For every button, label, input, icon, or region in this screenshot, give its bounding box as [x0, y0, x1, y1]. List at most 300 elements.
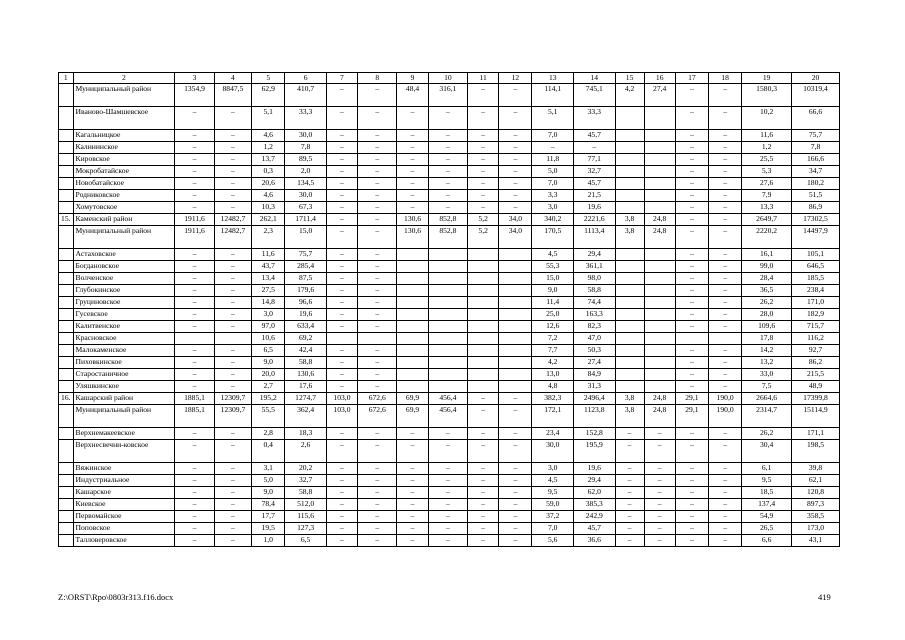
value-cell: – [708, 440, 741, 463]
value-cell: 74,4 [574, 297, 616, 309]
value-cell: 36,6 [574, 535, 616, 547]
value-cell [615, 369, 644, 381]
value-cell: 198,5 [792, 440, 840, 463]
value-cell: 382,3 [532, 393, 574, 405]
value-cell: – [358, 261, 397, 273]
value-cell: – [708, 381, 741, 393]
value-cell: – [708, 297, 741, 309]
value-cell: – [214, 107, 251, 130]
value-cell: 4,5 [532, 249, 574, 261]
row-number-cell [59, 190, 74, 202]
value-cell: 173,0 [792, 523, 840, 535]
row-number-cell [59, 273, 74, 285]
value-cell [499, 297, 532, 309]
value-cell: – [214, 499, 251, 511]
value-cell: – [675, 499, 708, 511]
row-name-cell: Новобатайское [73, 178, 175, 190]
value-cell [644, 297, 675, 309]
value-cell [644, 130, 675, 142]
value-cell: – [326, 463, 357, 475]
value-cell: – [175, 440, 214, 463]
row-name-cell: Хомутовское [73, 202, 175, 214]
value-cell: 17,8 [742, 333, 792, 345]
value-cell: – [326, 381, 357, 393]
column-number-cell: 2 [73, 73, 175, 84]
value-cell: 5,6 [532, 535, 574, 547]
value-cell: 10319,4 [792, 84, 840, 107]
value-cell: – [175, 273, 214, 285]
value-cell: – [175, 190, 214, 202]
value-cell: 48,4 [397, 84, 428, 107]
value-cell: 33,3 [574, 107, 616, 130]
value-cell: – [397, 154, 428, 166]
row-number-cell [59, 345, 74, 357]
value-cell: – [499, 511, 532, 523]
row-name-cell: Калитвенское [73, 321, 175, 333]
value-cell [428, 273, 467, 285]
row-name-cell: Пиховкинское [73, 357, 175, 369]
value-cell: – [326, 226, 357, 249]
value-cell: 67,3 [285, 202, 327, 214]
value-cell: – [428, 142, 467, 154]
value-cell: 0,3 [252, 166, 285, 178]
value-cell: – [214, 297, 251, 309]
value-cell: – [675, 214, 708, 226]
value-cell [644, 273, 675, 285]
value-cell: – [428, 130, 467, 142]
value-cell: 12309,7 [214, 405, 251, 428]
value-cell: 114,1 [532, 84, 574, 107]
row-name-cell: Калининское [73, 142, 175, 154]
value-cell: 2649,7 [742, 214, 792, 226]
value-cell: 43,1 [792, 535, 840, 547]
column-number-cell: 18 [708, 73, 741, 84]
value-cell: – [175, 297, 214, 309]
value-cell: 2,3 [252, 226, 285, 249]
value-cell: 1,2 [252, 142, 285, 154]
value-cell: – [468, 440, 499, 463]
value-cell: 137,4 [742, 499, 792, 511]
value-cell: – [499, 393, 532, 405]
row-name-cell: Кировское [73, 154, 175, 166]
value-cell: – [326, 345, 357, 357]
value-cell: – [499, 487, 532, 499]
value-cell [428, 309, 467, 321]
value-cell: – [428, 107, 467, 130]
row-number-cell: 16. [59, 393, 74, 405]
value-cell: – [644, 511, 675, 523]
value-cell: – [615, 511, 644, 523]
table-row [59, 405, 840, 428]
value-cell: 4,6 [252, 130, 285, 142]
value-cell: 340,2 [532, 214, 574, 226]
value-cell: 2314,7 [742, 405, 792, 428]
value-cell: 3,8 [615, 214, 644, 226]
row-name-cell: Верхнемакеевское [73, 428, 175, 440]
value-cell [397, 321, 428, 333]
value-cell: – [214, 202, 251, 214]
value-cell [499, 345, 532, 357]
value-cell: 47,0 [574, 333, 616, 345]
value-cell: 19,6 [574, 202, 616, 214]
value-cell: – [358, 523, 397, 535]
value-cell: – [214, 475, 251, 487]
value-cell: 1885,1 [175, 405, 214, 428]
value-cell [644, 309, 675, 321]
value-cell: 36,5 [742, 285, 792, 297]
value-cell [397, 273, 428, 285]
value-cell: – [675, 428, 708, 440]
value-cell: – [326, 321, 357, 333]
value-cell: 10,2 [742, 107, 792, 130]
value-cell: 745,1 [574, 84, 616, 107]
value-cell: – [644, 535, 675, 547]
column-number-cell: 8 [358, 73, 397, 84]
value-cell: 27,5 [252, 285, 285, 297]
value-cell: 6,6 [742, 535, 792, 547]
value-cell: 19,6 [285, 309, 327, 321]
value-cell [428, 297, 467, 309]
value-cell [468, 369, 499, 381]
value-cell: 24,8 [644, 214, 675, 226]
value-cell: – [358, 249, 397, 261]
value-cell: – [326, 154, 357, 166]
value-cell: 78,4 [252, 499, 285, 511]
value-cell: – [358, 511, 397, 523]
value-cell [615, 297, 644, 309]
value-cell: – [175, 178, 214, 190]
value-cell: 33,0 [742, 369, 792, 381]
value-cell: 23,4 [532, 428, 574, 440]
value-cell: 358,5 [792, 511, 840, 523]
value-cell: – [708, 309, 741, 321]
value-cell: 55,3 [532, 261, 574, 273]
value-cell: – [326, 535, 357, 547]
value-cell: – [468, 499, 499, 511]
value-cell: – [574, 142, 616, 154]
value-cell: – [358, 428, 397, 440]
row-number-cell [59, 297, 74, 309]
value-cell: 17302,5 [792, 214, 840, 226]
row-number-cell [59, 428, 74, 440]
value-cell [499, 285, 532, 297]
value-cell: 512,0 [285, 499, 327, 511]
value-cell: 9,0 [532, 285, 574, 297]
value-cell: – [468, 190, 499, 202]
column-number-cell: 5 [252, 73, 285, 84]
value-cell: – [397, 440, 428, 463]
value-cell: 31,3 [574, 381, 616, 393]
value-cell: – [358, 285, 397, 297]
value-cell [615, 333, 644, 345]
value-cell: 42,4 [285, 345, 327, 357]
value-cell: 34,0 [499, 226, 532, 249]
value-cell [644, 285, 675, 297]
value-cell: 13,3 [742, 202, 792, 214]
value-cell: 185,5 [792, 273, 840, 285]
row-name-cell: Мокробатайское [73, 166, 175, 178]
value-cell: 633,4 [285, 321, 327, 333]
row-name-cell: Верхнесвечни-ковское [73, 440, 175, 463]
value-cell: 127,3 [285, 523, 327, 535]
value-cell: – [644, 475, 675, 487]
value-cell: – [468, 511, 499, 523]
value-cell: 84,9 [574, 369, 616, 381]
data-table [58, 72, 840, 547]
value-cell: – [326, 166, 357, 178]
row-number-cell [59, 84, 74, 107]
value-cell: 410,7 [285, 84, 327, 107]
value-cell [468, 249, 499, 261]
value-cell [397, 297, 428, 309]
value-cell: 8847,5 [214, 84, 251, 107]
value-cell [615, 166, 644, 178]
table-row [59, 107, 840, 130]
column-number-cell: 15 [615, 73, 644, 84]
value-cell: – [326, 130, 357, 142]
value-cell [326, 333, 357, 345]
row-name-cell: Первомайское [73, 511, 175, 523]
value-cell: – [326, 475, 357, 487]
row-name-cell: Глубокинское [73, 285, 175, 297]
value-cell: – [397, 499, 428, 511]
value-cell: 27,4 [574, 357, 616, 369]
value-cell: 17,6 [285, 381, 327, 393]
value-cell: – [644, 463, 675, 475]
value-cell: 99,0 [742, 261, 792, 273]
value-cell [499, 369, 532, 381]
table-body [59, 73, 840, 547]
value-cell: – [615, 463, 644, 475]
value-cell: 130,6 [397, 214, 428, 226]
value-cell: 27,6 [742, 178, 792, 190]
value-cell: – [214, 178, 251, 190]
value-cell [644, 154, 675, 166]
value-cell: 115,6 [285, 511, 327, 523]
value-cell: 58,8 [574, 285, 616, 297]
table-row [59, 273, 840, 285]
value-cell: 7,0 [532, 523, 574, 535]
value-cell: – [175, 463, 214, 475]
value-cell: – [326, 487, 357, 499]
value-cell: 82,3 [574, 321, 616, 333]
value-cell [397, 333, 428, 345]
table-row [59, 84, 840, 107]
value-cell: – [358, 345, 397, 357]
value-cell: – [499, 130, 532, 142]
value-cell [499, 249, 532, 261]
value-cell: – [708, 475, 741, 487]
value-cell: 24,8 [644, 405, 675, 428]
value-cell: 852,8 [428, 226, 467, 249]
value-cell: – [358, 166, 397, 178]
value-cell: – [358, 309, 397, 321]
value-cell: – [214, 249, 251, 261]
value-cell: 18,5 [742, 487, 792, 499]
value-cell: 2220,2 [742, 226, 792, 249]
value-cell: – [468, 130, 499, 142]
value-cell: 2,6 [285, 440, 327, 463]
value-cell: – [675, 381, 708, 393]
value-cell: 3,3 [532, 190, 574, 202]
value-cell: – [499, 405, 532, 428]
value-cell: – [615, 428, 644, 440]
value-cell: 11,4 [532, 297, 574, 309]
column-number-cell: 13 [532, 73, 574, 84]
row-name-cell: Вяжинское [73, 463, 175, 475]
row-number-cell [59, 333, 74, 345]
value-cell: – [675, 511, 708, 523]
value-cell: 86,2 [792, 357, 840, 369]
table-row [59, 297, 840, 309]
value-cell: – [675, 190, 708, 202]
table-header-row [59, 73, 840, 84]
value-cell: – [397, 463, 428, 475]
value-cell: 92,7 [792, 345, 840, 357]
value-cell: 26,2 [742, 297, 792, 309]
table-row [59, 309, 840, 321]
value-cell: – [468, 107, 499, 130]
value-cell [499, 273, 532, 285]
value-cell: – [214, 190, 251, 202]
value-cell: 51,5 [792, 190, 840, 202]
value-cell: 21,5 [574, 190, 616, 202]
column-number-cell: 19 [742, 73, 792, 84]
value-cell: 11,6 [252, 249, 285, 261]
value-cell: – [675, 309, 708, 321]
value-cell: 18,3 [285, 428, 327, 440]
value-cell: – [499, 475, 532, 487]
value-cell: 30,0 [285, 130, 327, 142]
value-cell: – [615, 487, 644, 499]
value-cell: 86,9 [792, 202, 840, 214]
value-cell: 34,7 [792, 166, 840, 178]
value-cell: – [358, 226, 397, 249]
value-cell: – [358, 321, 397, 333]
table-row [59, 142, 840, 154]
value-cell: 3,8 [615, 393, 644, 405]
value-cell: – [708, 273, 741, 285]
value-cell: – [428, 523, 467, 535]
value-cell: 45,7 [574, 130, 616, 142]
value-cell: – [468, 535, 499, 547]
value-cell: – [675, 440, 708, 463]
value-cell: 14,2 [742, 345, 792, 357]
value-cell: 34,0 [499, 214, 532, 226]
value-cell [428, 285, 467, 297]
value-cell: – [397, 178, 428, 190]
value-cell: 50,3 [574, 345, 616, 357]
value-cell [468, 345, 499, 357]
value-cell: – [428, 190, 467, 202]
value-cell [397, 345, 428, 357]
table-row [59, 226, 840, 249]
value-cell: 17399,8 [792, 393, 840, 405]
value-cell: 29,4 [574, 249, 616, 261]
value-cell: 9,5 [742, 475, 792, 487]
value-cell: 3,8 [615, 226, 644, 249]
value-cell: – [468, 393, 499, 405]
value-cell: – [175, 285, 214, 297]
value-cell: – [675, 297, 708, 309]
value-cell: – [708, 499, 741, 511]
value-cell: 69,9 [397, 393, 428, 405]
value-cell: – [214, 523, 251, 535]
value-cell [214, 333, 251, 345]
value-cell: – [708, 428, 741, 440]
value-cell: 456,4 [428, 393, 467, 405]
row-name-cell: Кашарское [73, 487, 175, 499]
value-cell [615, 321, 644, 333]
value-cell: 190,0 [708, 405, 741, 428]
value-cell: 89,5 [285, 154, 327, 166]
table-row [59, 333, 840, 345]
value-cell: – [397, 475, 428, 487]
value-cell: 0,4 [252, 440, 285, 463]
value-cell: – [358, 535, 397, 547]
value-cell: – [644, 499, 675, 511]
row-name-cell: Астаховское [73, 249, 175, 261]
value-cell: 195,2 [252, 393, 285, 405]
value-cell [428, 369, 467, 381]
value-cell: – [175, 202, 214, 214]
value-cell: 75,7 [792, 130, 840, 142]
value-cell: 3,0 [532, 463, 574, 475]
value-cell: – [675, 107, 708, 130]
value-cell: – [499, 535, 532, 547]
value-cell [644, 190, 675, 202]
value-cell: – [326, 428, 357, 440]
value-cell: – [675, 249, 708, 261]
value-cell: 103,0 [326, 393, 357, 405]
table-row [59, 523, 840, 535]
value-cell [397, 249, 428, 261]
value-cell: 1911,6 [175, 214, 214, 226]
value-cell: 75,7 [285, 249, 327, 261]
value-cell: 285,4 [285, 261, 327, 273]
row-name-cell: Муниципальный район [73, 226, 175, 249]
value-cell: 62,9 [252, 84, 285, 107]
value-cell: 180,2 [792, 178, 840, 190]
value-cell: 103,0 [326, 405, 357, 428]
row-name-cell: Уляшкинское [73, 381, 175, 393]
value-cell: 130,6 [397, 226, 428, 249]
value-cell: 30,0 [532, 440, 574, 463]
column-number-cell: 6 [285, 73, 327, 84]
value-cell: – [499, 178, 532, 190]
value-cell: – [499, 190, 532, 202]
value-cell [615, 381, 644, 393]
column-number-cell: 17 [675, 73, 708, 84]
value-cell: – [644, 428, 675, 440]
value-cell: 4,2 [615, 84, 644, 107]
value-cell: 58,8 [285, 487, 327, 499]
value-cell: 9,0 [252, 487, 285, 499]
value-cell: 30,4 [742, 440, 792, 463]
value-cell: 19,6 [574, 463, 616, 475]
value-cell: – [326, 261, 357, 273]
value-cell: – [615, 440, 644, 463]
value-cell [468, 357, 499, 369]
value-cell: – [397, 523, 428, 535]
table-row [59, 249, 840, 261]
value-cell: – [675, 369, 708, 381]
value-cell: – [499, 107, 532, 130]
value-cell: 96,6 [285, 297, 327, 309]
value-cell: 13,0 [532, 369, 574, 381]
table-row [59, 440, 840, 463]
value-cell: – [175, 487, 214, 499]
